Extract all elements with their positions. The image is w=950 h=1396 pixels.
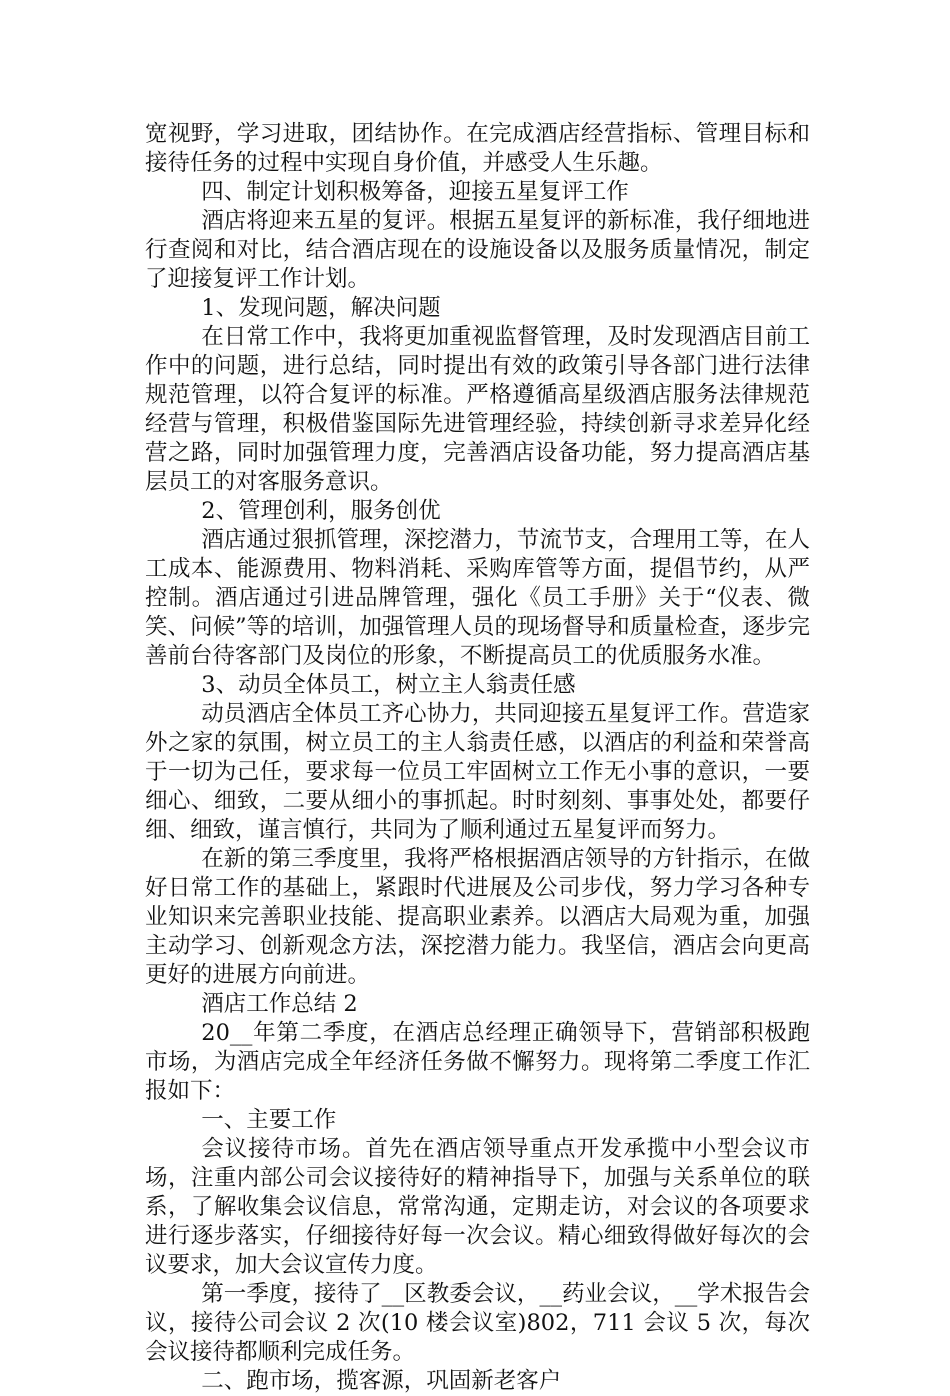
body-paragraph: 宽视野，学习进取，团结协作。在完成酒店经营指标、管理目标和接待任务的过程中实现自身价值，并感受人生乐趣。 <box>145 121 810 176</box>
subsection-heading: 3、动员全体员工，树立主人翁责任感 <box>201 672 576 698</box>
body-paragraph: 动员酒店全体员工齐心协力，共同迎接五星复评工作。营造家外之家的氛围，树立员工的主人翁责任感，以酒店的利益和荣誉高于一切为己任，要求每一位员工牢固树立工作无小事的意识，一要细心、细致，二要从细小的事抓起。时时刻刻、事事处处，都要仔细、细致，谨言慎行，共同为了顺利通过五星复评而努力。 <box>145 701 810 843</box>
body-paragraph: 在日常工作中，我将更加重视监督管理，及时发现酒店目前工作中的问题，进行总结，同时提出有效的政策引导各部门进行法律规范管理，以符合复评的标准。严格遵循高星级酒店服务法律规范经营与管理，积极借鉴国际先进管理经验，持续创新寻求差异化经营之路，同时加强管理力度，完善酒店设备功能，努力提高酒店基层员工的对客服务意识。 <box>145 324 810 495</box>
body-paragraph: 第一季度，接待了__区教委会议，__药业会议，__学术报告会议，接待公司会议 2 次(10 楼会议室)802，711 会议 5 次，每次会议接待都顺利完成任务。 <box>145 1281 810 1365</box>
body-paragraph: 在新的第三季度里，我将严格根据酒店领导的方针指示，在做好日常工作的基础上，紧跟时代进展及公司步伐，努力学习各种专业知识来完善职业技能、提高职业素养。以酒店大局观为重，加强主动学习、创新观念方法，深挖潜力能力。我坚信，酒店会向更高更好的进展方向前进。 <box>145 846 810 988</box>
section-heading: 四、制定计划积极筹备，迎接五星复评工作 <box>201 179 629 205</box>
body-paragraph: 酒店通过狠抓管理，深挖潜力，节流节支，合理用工等，在人工成本、能源费用、物料消耗、采购库管等方面，提倡节约，从严控制。酒店通过引进品牌管理，强化《员工手册》关于“仪表、微笑、问候”等的培训，加强管理人员的现场督导和质量检查，逐步完善前台待客部门及岗位的形象，不断提高员工的优质服务水准。 <box>145 527 810 669</box>
body-paragraph: 酒店将迎来五星的复评。根据五星复评的新标准，我仔细地进行查阅和对比，结合酒店现在的设施设备以及服务质量情况，制定了迎接复评工作计划。 <box>145 208 810 292</box>
document-title: 酒店工作总结 2 <box>201 991 358 1017</box>
subsection-heading: 1、发现问题，解决问题 <box>201 295 441 321</box>
section-heading: 一、主要工作 <box>201 1107 337 1133</box>
document-page <box>145 120 810 1396</box>
body-paragraph: 20__年第二季度，在酒店总经理正确领导下，营销部积极跑市场，为酒店完成全年经济任务做不懈努力。现将第二季度工作汇报如下： <box>145 1020 810 1104</box>
body-paragraph: 会议接待市场。首先在酒店领导重点开发承揽中小型会议市场，注重内部公司会议接待好的精神指导下，加强与关系单位的联系，了解收集会议信息，常常沟通，定期走访，对会议的各项要求进行逐步落实，仔细接待好每一次会议。精心细致得做好每次的会议要求，加大会议宣传力度。 <box>145 1136 810 1278</box>
subsection-heading: 2、管理创利，服务创优 <box>201 498 441 524</box>
section-heading: 二、跑市场，揽客源，巩固新老客户 <box>201 1368 562 1394</box>
